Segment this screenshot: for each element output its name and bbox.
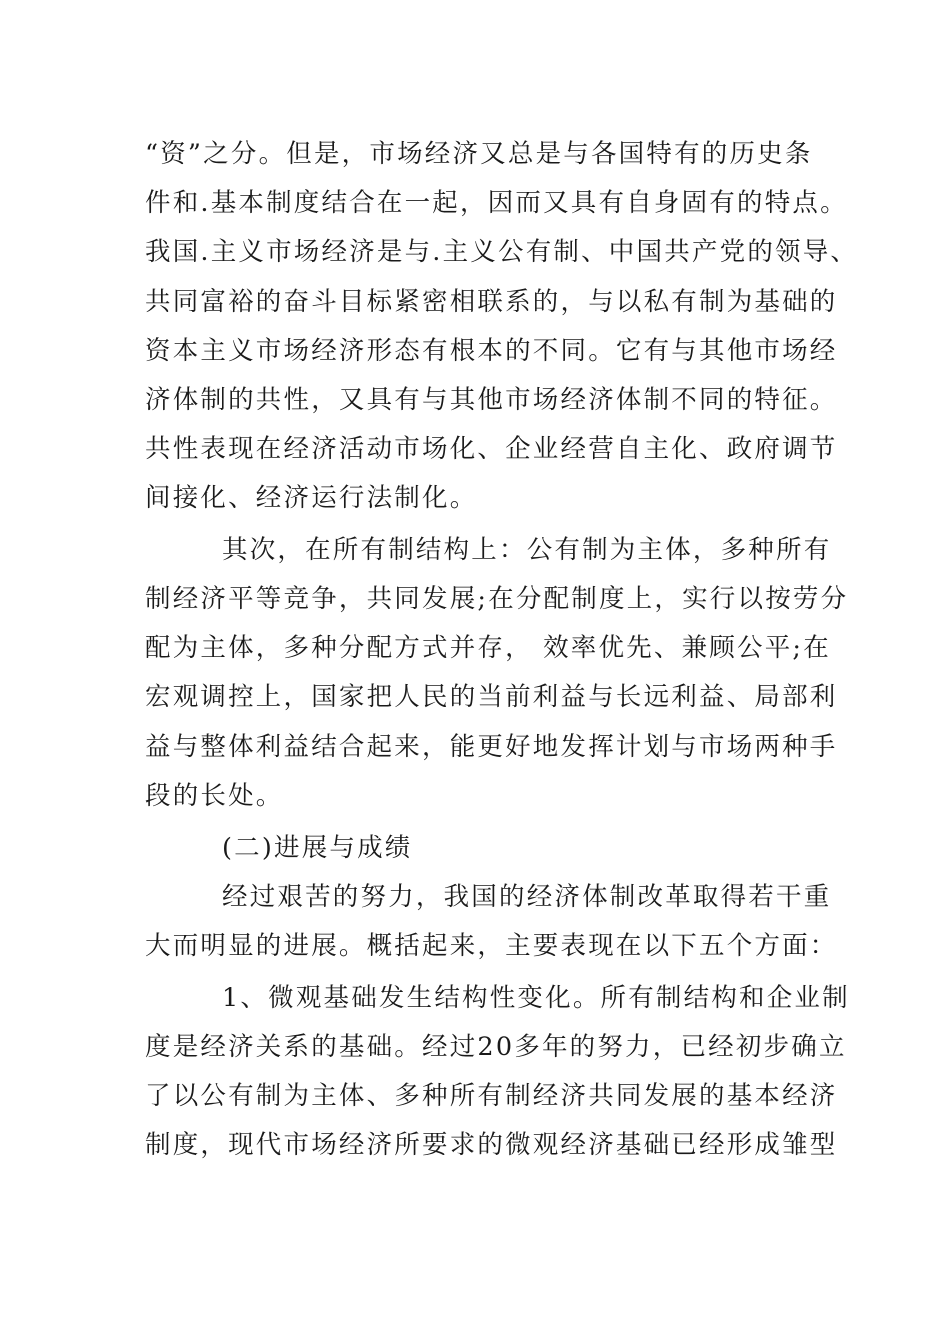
text-line: 间接化、经济运行法制化。 — [145, 483, 478, 513]
text-line: 资本主义市场经济形态有根本的不同。它有与其他市场经 — [145, 336, 838, 366]
text-line: 配为主体，多种分配方式并存， 效率优先、兼顾公平;在 — [145, 633, 831, 663]
text-line: 宏观调控上，国家把人民的当前利益与长远利益、局部利 — [145, 682, 838, 712]
text-line: 制度，现代市场经济所要求的微观经济基础已经形成雏型 — [145, 1130, 838, 1160]
text-line: 益与整体利益结合起来，能更好地发挥计划与市场两种手 — [145, 732, 838, 762]
text-line: 段的长处。 — [145, 781, 284, 811]
paragraph-start: 其次，在所有制结构上：公有制为主体，多种所有 — [222, 535, 832, 565]
text-line: 了以公有制为主体、多种所有制经济共同发展的基本经济 — [145, 1081, 838, 1111]
text-line: 济体制的共性，又具有与其他市场经济体制不同的特征。 — [145, 385, 838, 415]
paragraph-start: 1、微观基础发生结构性变化。所有制结构和企业制 — [222, 983, 850, 1013]
section-heading: (二)进展与成绩 — [222, 833, 413, 863]
text-line: 共性表现在经济活动市场化、企业经营自主化、政府调节 — [145, 434, 838, 464]
text-line: 我国.主义市场经济是与.主义公有制、中国共产党的领导、 — [145, 237, 859, 267]
text-line: 度是经济关系的基础。经过20多年的努力，已经初步确立 — [145, 1032, 847, 1062]
text-line: 大而明显的进展。概括起来，主要表现在以下五个方面： — [145, 931, 838, 961]
text-line: “资”之分。但是，市场经济又总是与各国特有的历史条 — [145, 139, 813, 169]
text-line: 共同富裕的奋斗目标紧密相联系的，与以私有制为基础的 — [145, 287, 838, 317]
text-line: 件和.基本制度结合在一起，因而又具有自身固有的特点。 — [145, 188, 848, 218]
paragraph-start: 经过艰苦的努力，我国的经济体制改革取得若干重 — [222, 882, 832, 912]
text-line: 制经济平等竞争，共同发展;在分配制度上，实行以按劳分 — [145, 584, 849, 614]
